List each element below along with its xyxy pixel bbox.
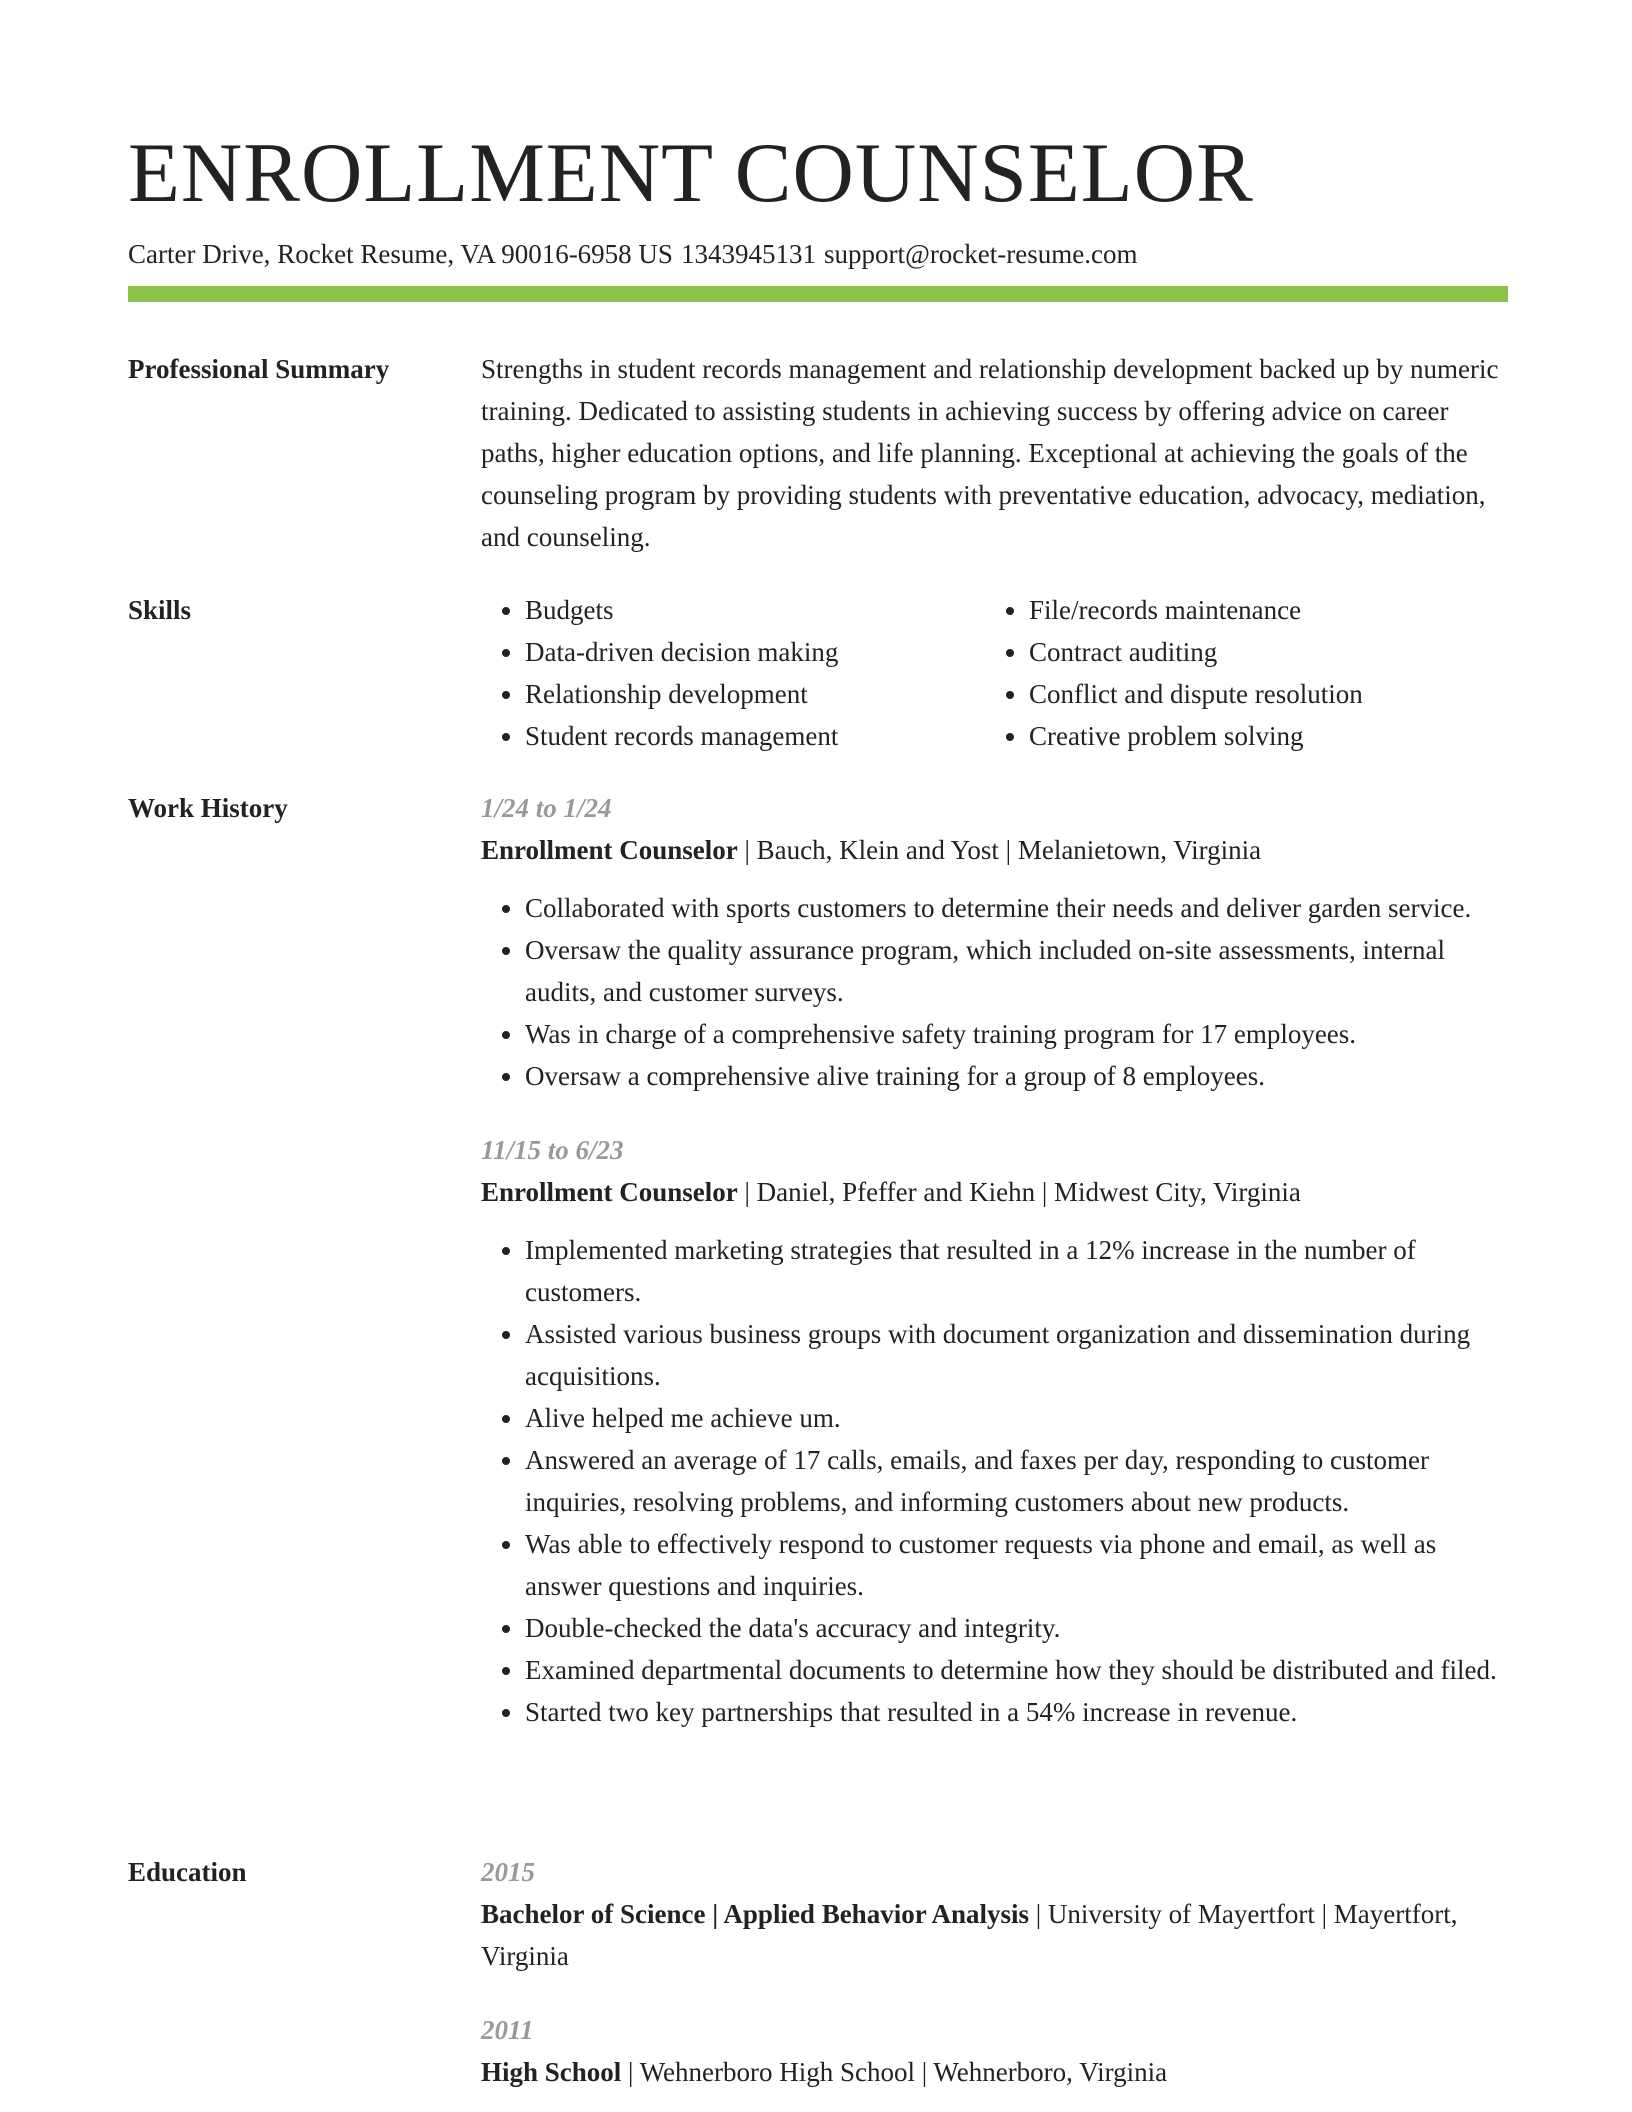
job-dates: 11/15 to 6/23 [481, 1135, 624, 1165]
contact-line [128, 234, 1508, 274]
job-dates: 1/24 to 1/24 [481, 793, 612, 823]
education-year: 2011 [481, 2015, 534, 2045]
job-bullet: • Was in charge of a comprehensive safety training program for 17 employees. [525, 1013, 1511, 1055]
skill-item: • File/records maintenance [1029, 589, 1489, 631]
job-role-line [481, 829, 1511, 871]
job-bullet: • Double-checked the data's accuracy and integrity. [525, 1607, 1511, 1649]
education-degree: High School [481, 2057, 622, 2087]
job-bullets [481, 887, 1511, 1097]
contact-phone: 1343945131 [680, 239, 816, 269]
resume-header [128, 118, 1508, 274]
skills-column-left [481, 589, 985, 757]
summary-text: Strengths in student records management and relationship development backed up by numeric training. Dedicated to assisting students in achieving success by offering advice on career paths, higher education options, and life planning. Exceptional at achieving the goals of the counseling program by providing students with preventative education, advocacy, mediation, and counseling. [481, 354, 1499, 552]
education-body [481, 1851, 1511, 2093]
summary-heading: Professional Summary [128, 354, 390, 384]
skill-item: • Creative problem solving [1029, 715, 1489, 757]
job-entry [481, 1129, 1511, 1733]
education-details: | Wehnerboro High School | Wehnerboro, Virginia [621, 2057, 1168, 2087]
skill-item: • Conflict and dispute resolution [1029, 673, 1489, 715]
education-line [481, 2051, 1511, 2093]
job-details: | Daniel, Pfeffer and Kiehn | Midwest City, Virginia [737, 1177, 1301, 1207]
skill-item: • Contract auditing [1029, 631, 1489, 673]
skills-heading: Skills [128, 595, 192, 625]
job-bullets [481, 1229, 1511, 1733]
header-divider [128, 286, 1508, 302]
contact-address: Carter Drive, Rocket Resume, VA 90016-6958 US [128, 239, 673, 269]
skill-item: • Relationship development [525, 673, 985, 715]
job-details: | Bauch, Klein and Yost | Melanietown, Virginia [737, 835, 1262, 865]
job-bullet: • Oversaw a comprehensive alive training for a group of 8 employees. [525, 1055, 1511, 1097]
job-entry [481, 787, 1511, 1097]
education-year: 2015 [481, 1857, 535, 1887]
job-bullet: • Alive helped me achieve um. [525, 1397, 1511, 1439]
skills-column-right [985, 589, 1489, 757]
education-heading: Education [128, 1857, 247, 1887]
work-history-body [481, 787, 1511, 1733]
work-history-heading: Work History [128, 793, 288, 823]
job-role-line [481, 1171, 1511, 1213]
job-role: Enrollment Counselor [481, 835, 738, 865]
skills-list [481, 589, 1511, 757]
education-line [481, 1893, 1511, 1977]
education-degree: Bachelor of Science | Applied Behavior Analysis [481, 1899, 1029, 1929]
education-details: | University of Mayertfort | Mayertfort, Virginia [481, 1899, 1458, 1971]
skill-item: • Budgets [525, 589, 985, 631]
skill-item: • Data-driven decision making [525, 631, 985, 673]
candidate-title: ENROLLMENT COUNSELOR [128, 126, 1254, 220]
summary-body [481, 348, 1511, 558]
job-bullet: • Started two key partnerships that resulted in a 54% increase in revenue. [525, 1691, 1511, 1733]
skill-item: • Student records management [525, 715, 985, 757]
contact-email[interactable]: support@rocket-resume.com [823, 239, 1138, 269]
job-role: Enrollment Counselor [481, 1177, 738, 1207]
job-bullet: • Assisted various business groups with document organization and dissemination during acquisitions. [525, 1313, 1511, 1397]
job-bullet: • Oversaw the quality assurance program, which included on-site assessments, internal audits, and customer surveys. [525, 929, 1511, 1013]
job-bullet: • Was able to effectively respond to customer requests via phone and email, as well as answer questions and inquiries. [525, 1523, 1511, 1607]
job-bullet: • Answered an average of 17 calls, emails, and faxes per day, responding to customer inquiries, resolving problems, and informing customers about new products. [525, 1439, 1511, 1523]
job-bullet: • Implemented marketing strategies that resulted in a 12% increase in the number of customers. [525, 1229, 1511, 1313]
education-entry [481, 1851, 1511, 1977]
education-entry [481, 2009, 1511, 2093]
job-bullet: • Collaborated with sports customers to determine their needs and deliver garden service. [525, 887, 1511, 929]
job-bullet: • Examined departmental documents to determine how they should be distributed and filed. [525, 1649, 1511, 1691]
